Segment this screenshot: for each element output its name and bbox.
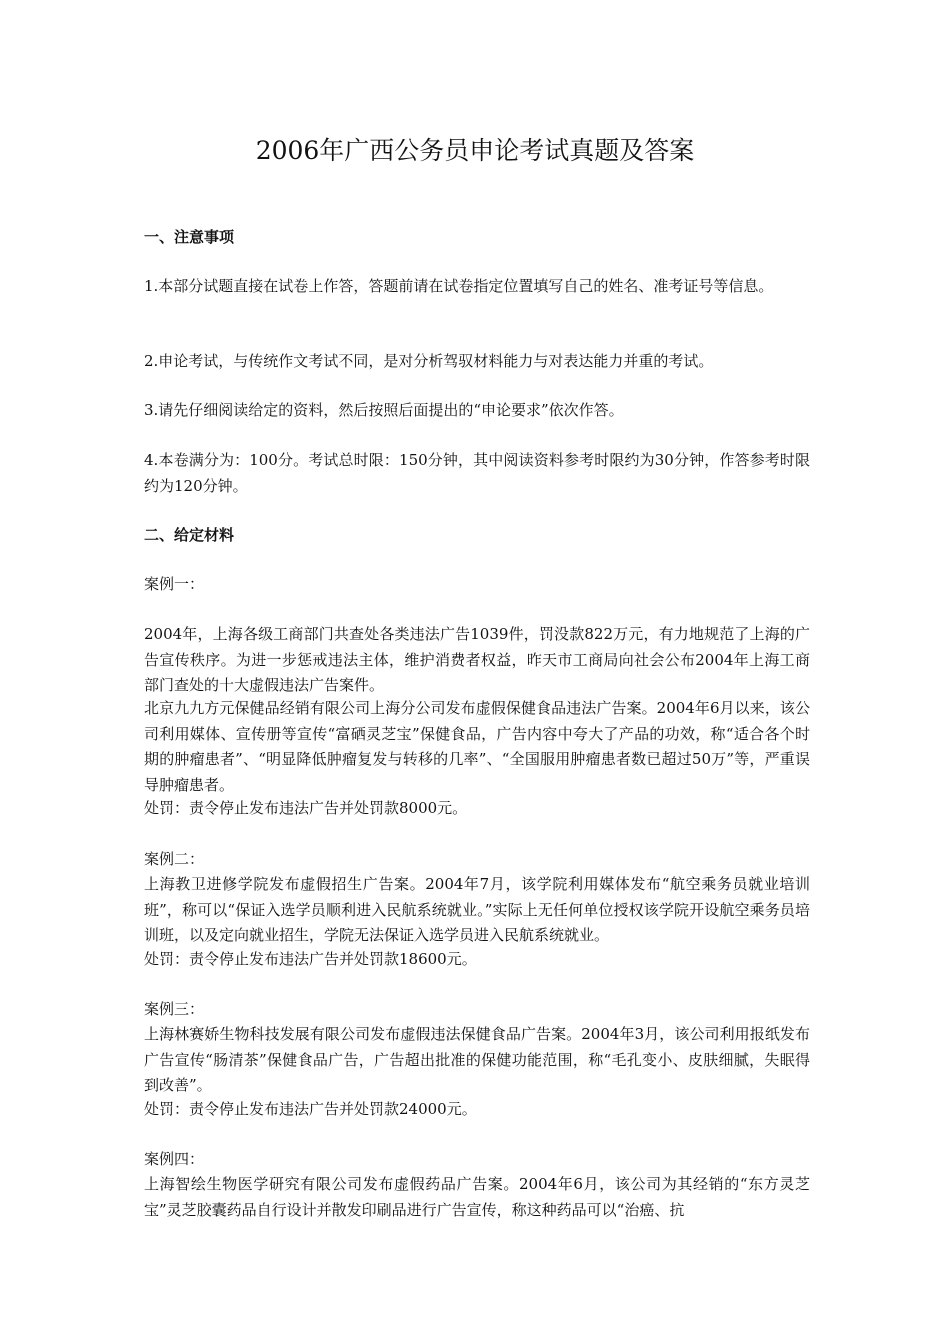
note-item-3: 3.请先仔细阅读给定的资料，然后按照后面提出的“申论要求”依次作答。 [144, 401, 624, 419]
note-item-1: 1.本部分试题直接在试卷上作答，答题前请在试卷指定位置填写自己的姓名、准考证号等信息。 [144, 277, 774, 295]
case2-label: 案例二： [144, 850, 205, 868]
case1-penalty: 处罚：责令停止发布违法广告并处罚款8000元。 [144, 799, 468, 817]
note-item-4: 4.本卷满分为：100分。考试总时限：150分钟，其中阅读资料参考时限约为30分钟，作答参考时限约为120分钟。 [144, 451, 810, 495]
case3-body: 上海林赛娇生物科技发展有限公司发布虚假违法保健食品广告案。2004年3月，该公司利用报纸发布广告宣传“肠清茶”保健食品广告，广告超出批准的保健功能范围，称“毛孔变小、皮肤细腻，失眠得到改善”。 [144, 1025, 810, 1094]
case2-penalty: 处罚：责令停止发布违法广告并处罚款18600元。 [144, 950, 477, 968]
case3-label: 案例三： [144, 1000, 205, 1018]
section-heading-materials: 二、给定材料 [144, 526, 235, 544]
note-item-2: 2.申论考试，与传统作文考试不同，是对分析驾驭材料能力与对表达能力并重的考试。 [144, 352, 714, 370]
case4-body: 上海智绘生物医学研究有限公司发布虚假药品广告案。2004年6月，该公司为其经销的“东方灵芝宝”灵芝胶囊药品自行设计并散发印刷品进行广告宣传，称这种药品可以“治癌、抗 [144, 1175, 810, 1219]
case1-label: 案例一： [144, 575, 205, 593]
document-title: 2006年广西公务员申论考试真题及答案 [255, 136, 695, 165]
case2-body: 上海教卫进修学院发布虚假招生广告案。2004年7月，该学院利用媒体发布“航空乘务员就业培训班”，称可以“保证入选学员顺利进入民航系统就业。”实际上无任何单位授权该学院开设航空乘务员培训班，以及定向就业招生，学院无法保证入选学员进入民航系统就业。 [144, 875, 810, 944]
section-heading-notes: 一、注意事项 [144, 228, 235, 246]
case4-label: 案例四： [144, 1150, 205, 1168]
case1-intro: 2004年，上海各级工商部门共查处各类违法广告1039件，罚没款822万元，有力地规范了上海的广告宣传秩序。为进一步惩戒违法主体，维护消费者权益，昨天市工商局向社会公布2004年上海工商部门查处的十大虚假违法广告案件。 [144, 625, 810, 694]
case1-body: 北京九九方元保健品经销有限公司上海分公司发布虚假保健食品违法广告案。2004年6月以来，该公司利用媒体、宣传册等宣传“富硒灵芝宝”保健食品，广告内容中夸大了产品的功效，称“适合各个时期的肿瘤患者”、“明显降低肿瘤复发与转移的几率”、“全国服用肿瘤患者数已超过50万”等，严重误导肿瘤患者。 [144, 699, 810, 794]
case3-penalty: 处罚：责令停止发布违法广告并处罚款24000元。 [144, 1100, 477, 1118]
